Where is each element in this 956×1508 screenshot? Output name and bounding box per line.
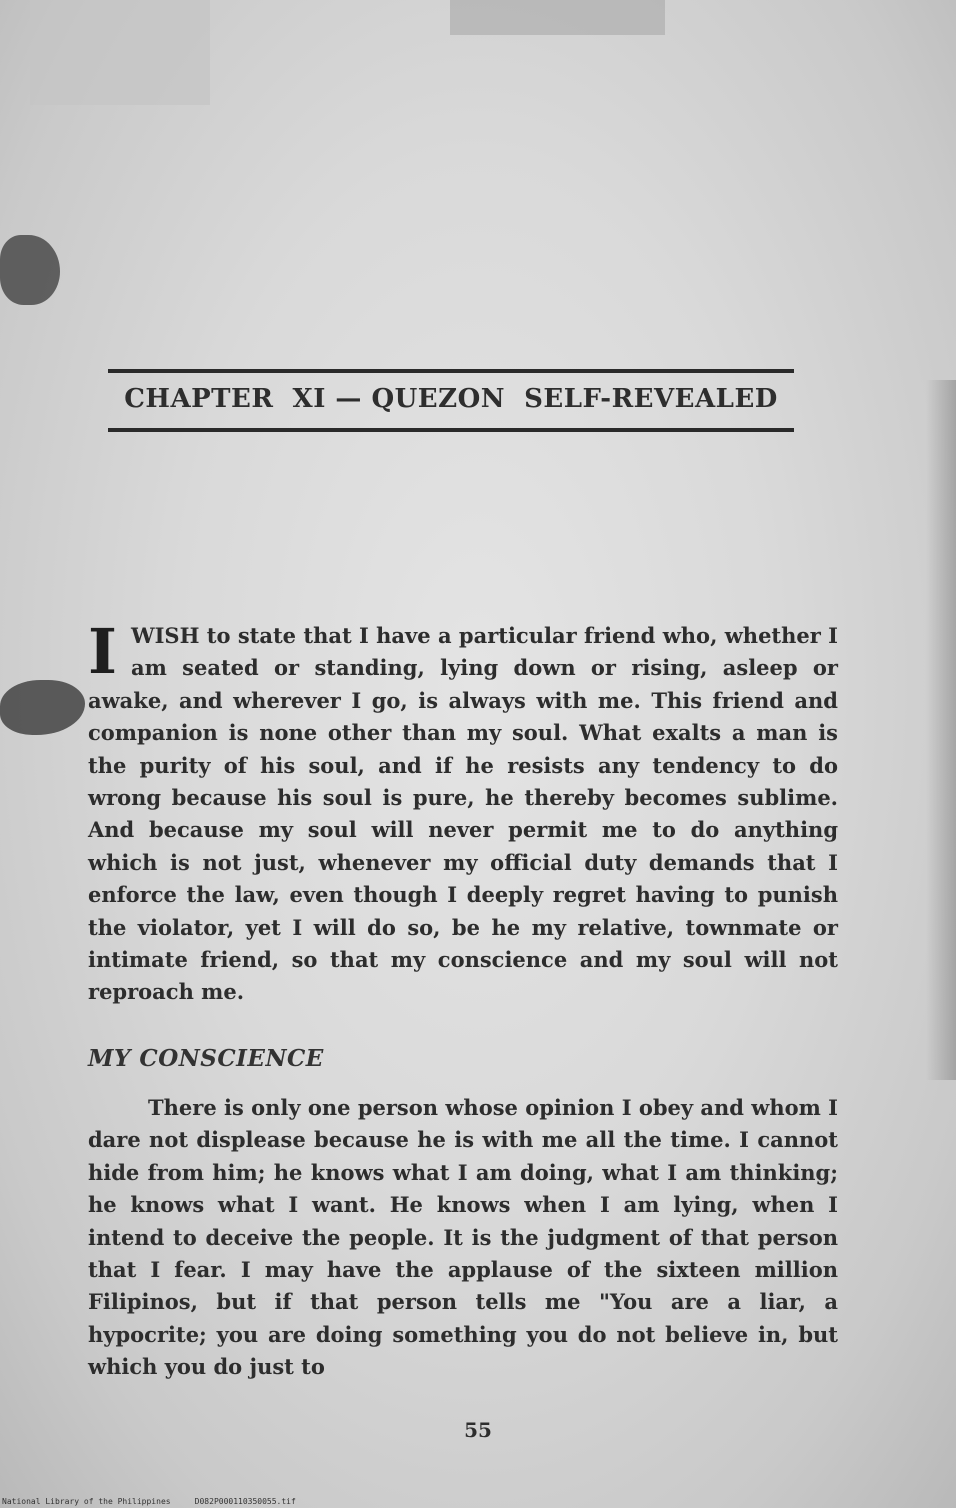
opening-paragraph	[88, 615, 838, 1009]
ink-blot	[0, 235, 60, 305]
opening-paragraph-text: WISH to state that I have a particular friend who, whether I am seated or standing, lying down or rising, asleep or awake, and wherever I go, is always with me. This friend and companion is none other than my soul. What exalts a man is the purity of his soul, and if he resists any tendency to do wrong because his soul is pure, he thereby becomes sublime. And because my soul will never permit me to do anything which is not just, whenever my official duty demands that I enforce the law, even though I deeply regret having to punish the violator, yet I will do so, be he my relative, townmate or intimate friend, so that my conscience and my soul will not reproach me.	[88, 623, 838, 1005]
paper-stain	[450, 0, 665, 35]
page-edge-shadow	[926, 380, 956, 1080]
scan-footer	[2, 1497, 296, 1506]
footer-file: D082P000110350055.tif	[194, 1497, 296, 1506]
page-number: 55	[464, 1418, 492, 1442]
section-heading: MY CONSCIENCE	[88, 1045, 324, 1072]
footer-library: National Library of the Philippines	[2, 1497, 171, 1506]
paper-stain	[30, 0, 210, 105]
title-rule-top	[108, 369, 794, 373]
section-paragraph: There is only one person whose opinion I obey and whom I dare not displease because he is with me all the time. I cannot hide from him; he knows what I am doing, what I am thinking; he knows what I want. He knows when I am lying, when I intend to deceive the people. It is the judgment of that person that I fear. I may have the applause of the sixteen million Filipinos, but if that person tells me "You are a liar, a hypocrite; you are doing something you do not believe in, but which you do just to	[88, 1095, 838, 1380]
chapter-title: CHAPTER XI — QUEZON SELF-REVEALED	[124, 384, 778, 414]
title-rule-bottom	[108, 428, 794, 432]
ink-blot	[0, 680, 85, 735]
drop-cap: I	[88, 615, 118, 688]
